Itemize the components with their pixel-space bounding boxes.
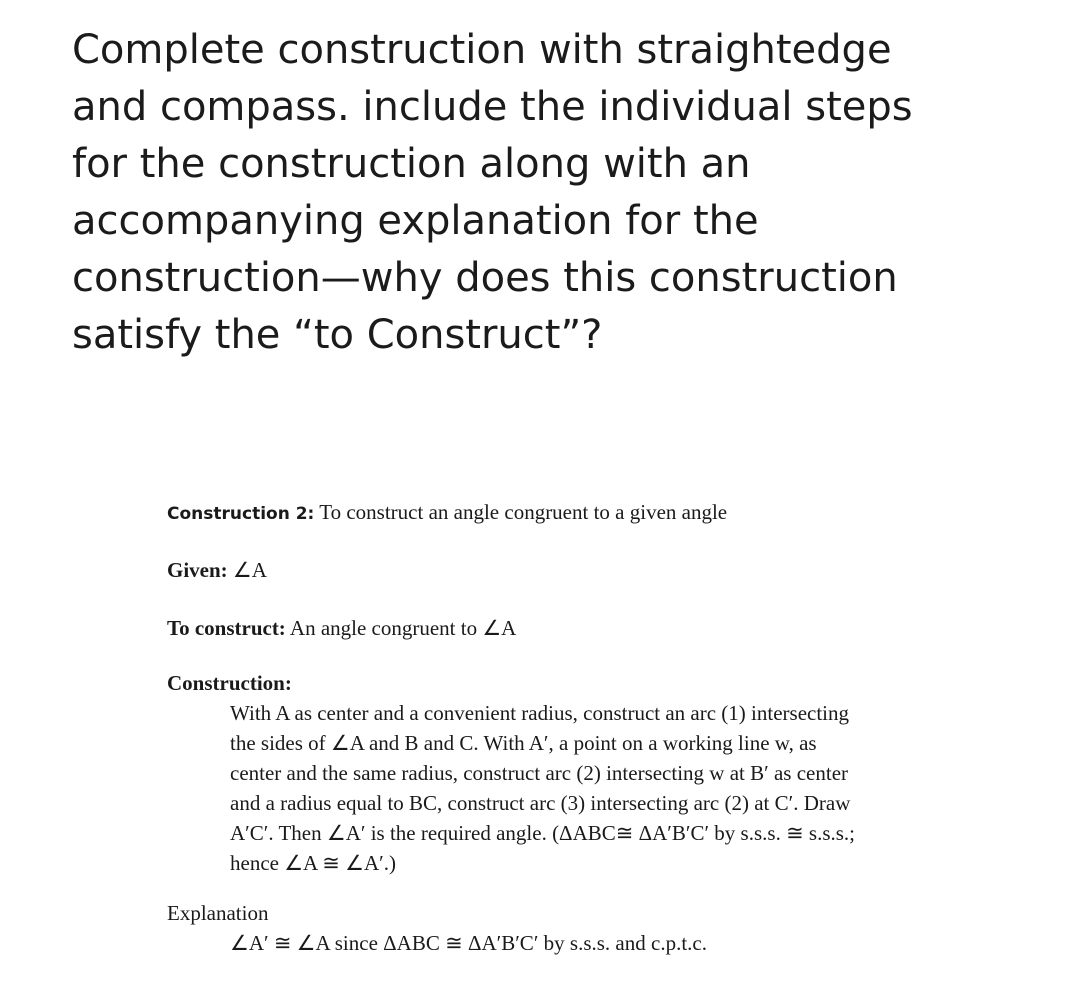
question-line: construction—why does this construction <box>72 255 898 301</box>
explanation-text: ∠A′ ≅ ∠A since ΔABC ≅ ΔA′B′C′ by s.s.s. and c.p.t.c. <box>230 931 707 955</box>
question-line: accompanying explanation for the <box>72 198 759 244</box>
question-text <box>72 22 1032 364</box>
to-construct-label: To construct: <box>167 616 286 640</box>
construction-step-line: hence ∠A ≅ ∠A′.) <box>230 851 396 875</box>
construction-heading: Construction: <box>167 671 292 695</box>
question-line: satisfy the “to Construct”? <box>72 312 603 358</box>
construction-steps <box>230 698 855 878</box>
to-construct-row <box>167 616 516 641</box>
construction-step-line: center and the same radius, construct arc (2) intersecting w at B′ as center <box>230 761 849 785</box>
question-line: Complete construction with straightedge <box>72 27 892 73</box>
explanation-label: Explanation <box>167 901 269 925</box>
given-label: Given: <box>167 558 228 582</box>
given-row <box>167 558 267 583</box>
question-line: for the construction along with an <box>72 141 751 187</box>
to-construct-value: An angle congruent to ∠A <box>289 616 517 640</box>
construction-step-line: the sides of ∠A and B and C. With A′, a point on a working line w, as <box>230 731 817 755</box>
construction-label: Construction 2: <box>167 504 315 524</box>
construction-title-row <box>167 500 727 525</box>
construction-step-line: A′C′. Then ∠A′ is the required angle. (ΔABC≅ ΔA′B′C′ by s.s.s. ≅ s.s.s.; <box>230 821 856 845</box>
construction-title: To construct an angle congruent to a given angle <box>319 500 728 524</box>
question-line: and compass. include the individual steps <box>72 84 913 130</box>
construction-step-line: and a radius equal to BC, construct arc (3) intersecting arc (2) at C′. Draw <box>230 791 851 815</box>
construction-step-line: With A as center and a convenient radius, construct an arc (1) intersecting <box>230 701 850 725</box>
given-value: ∠A <box>232 558 267 582</box>
